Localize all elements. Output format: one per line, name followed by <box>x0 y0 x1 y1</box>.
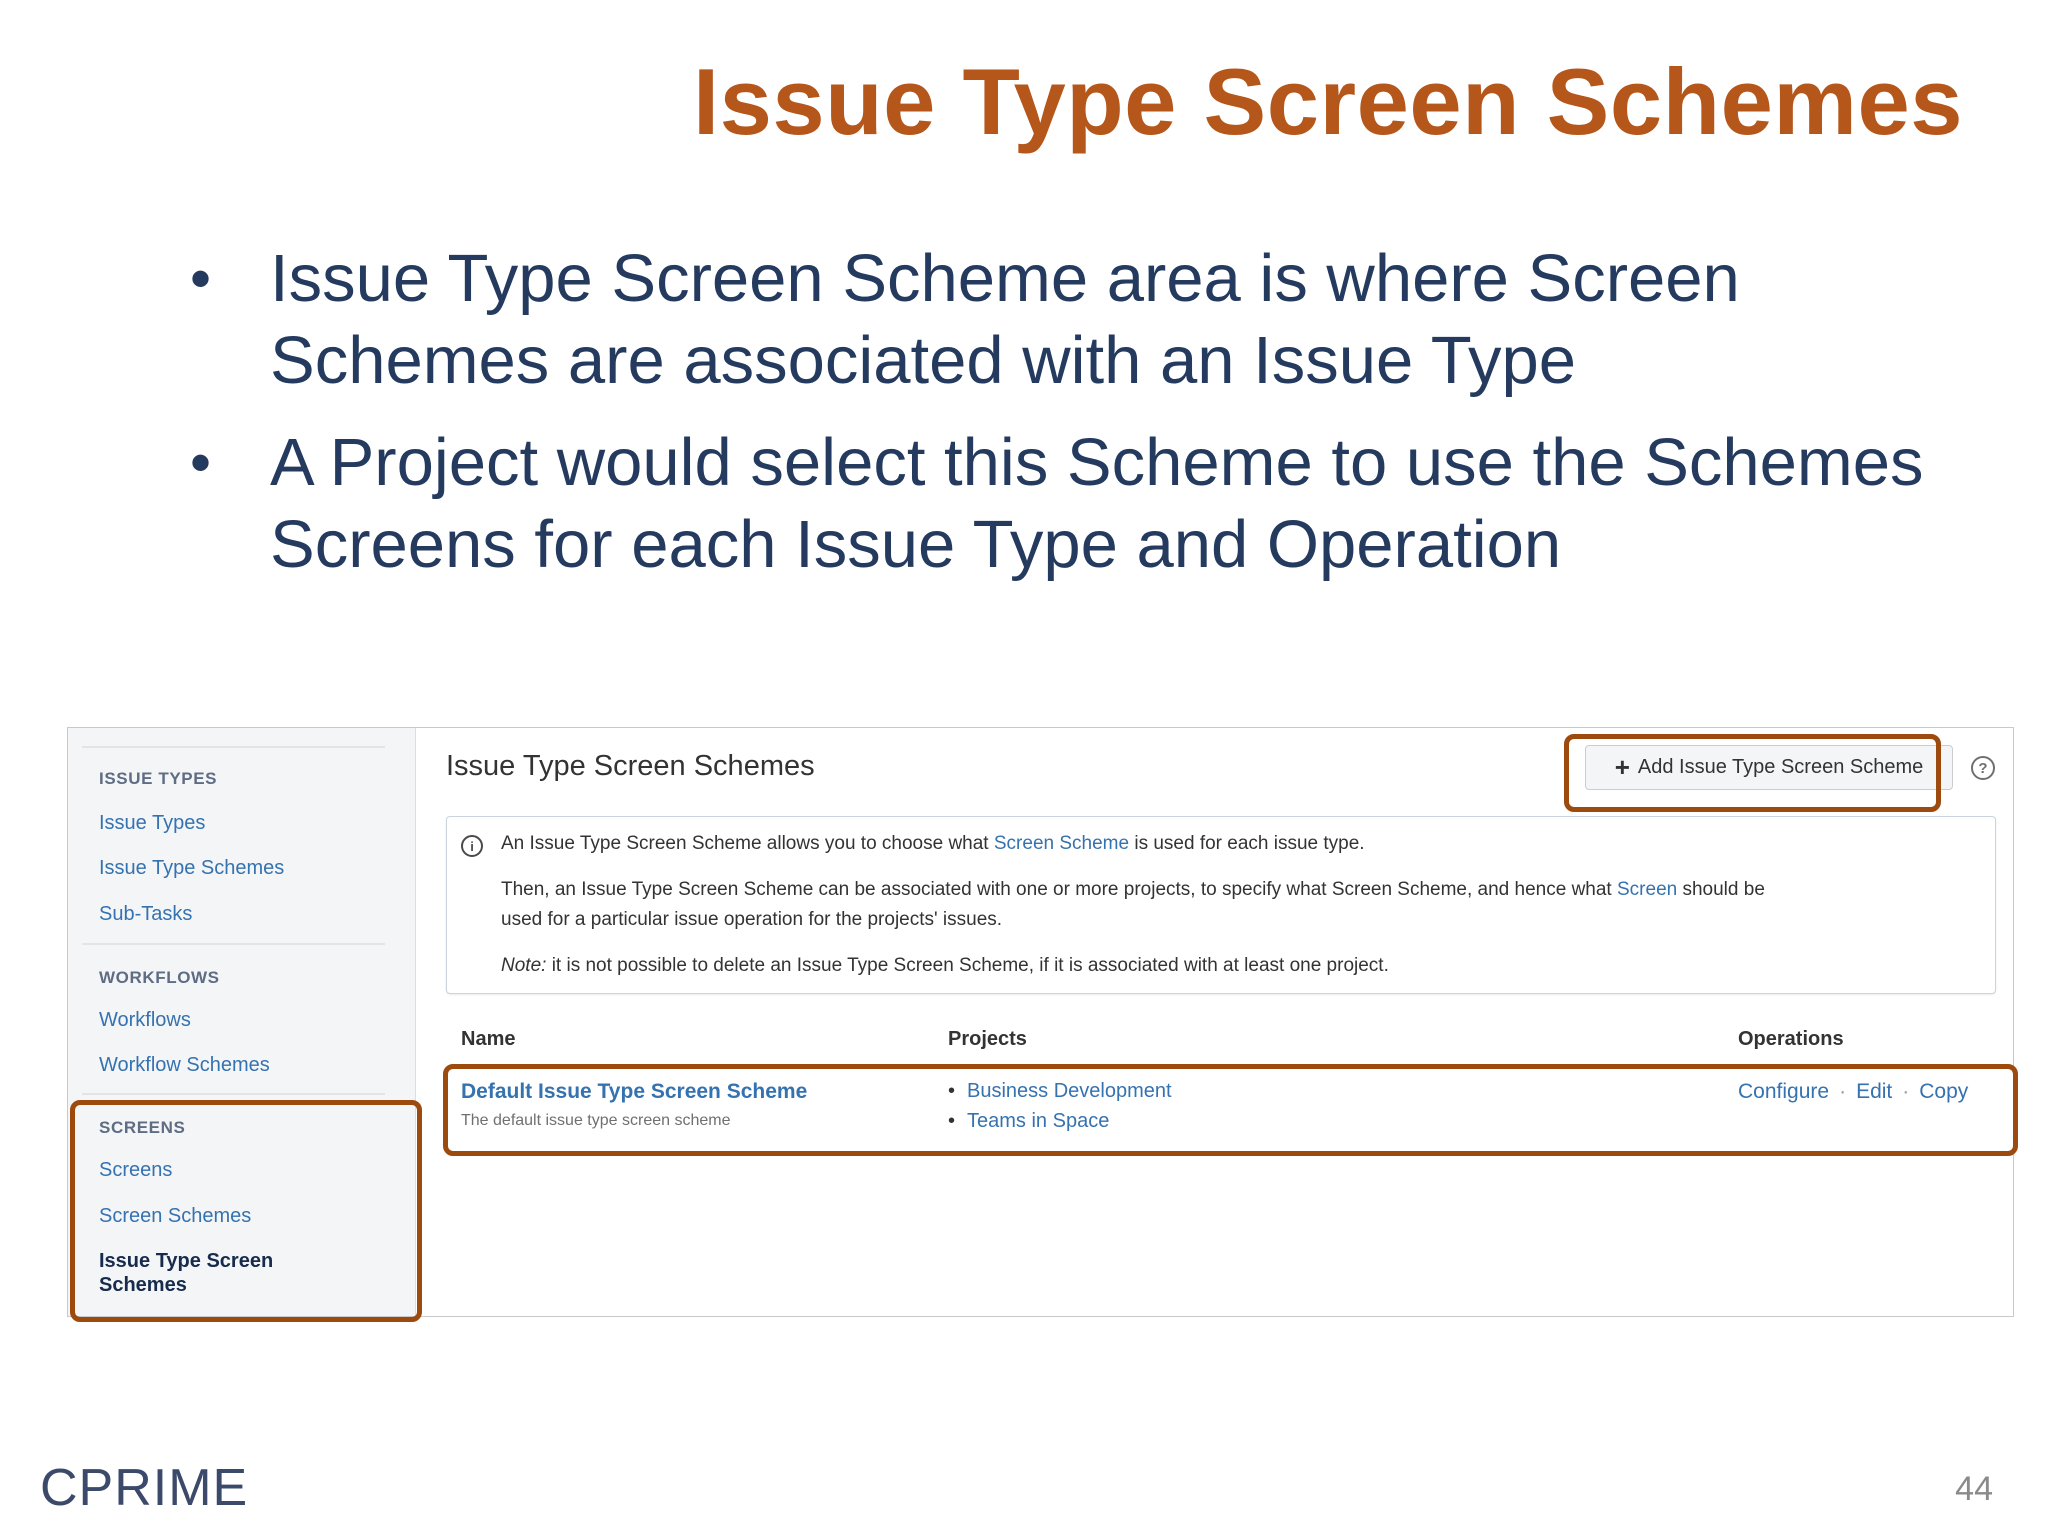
edit-link[interactable]: Edit <box>1856 1080 1893 1103</box>
sidebar-divider <box>82 746 385 748</box>
highlight-add-button <box>1564 734 1941 812</box>
bullet-icon: • <box>190 429 212 496</box>
plus-icon: + <box>1614 752 1630 782</box>
project-link[interactable]: • Teams in Space <box>948 1110 1110 1132</box>
bullet-item: • A Project would select this Scheme to use the Schemes Screens for each Issue Type and Operation <box>190 422 1950 586</box>
cprime-logo: CPRIME <box>40 1459 249 1517</box>
sidebar-item-screens[interactable]: Screens <box>99 1159 173 1181</box>
highlight-sidebar-screens <box>70 1100 422 1322</box>
sidebar-item-issue-type-schemes[interactable]: Issue Type Schemes <box>99 857 285 879</box>
sidebar-item-issue-type-screen-schemes[interactable]: Issue Type Screen Schemes <box>99 1250 274 1296</box>
column-header-name: Name <box>461 1028 516 1050</box>
sidebar-header-workflows: WORKFLOWS <box>99 968 220 987</box>
sidebar-header-screens: SCREENS <box>99 1118 186 1137</box>
sidebar-item-workflow-schemes[interactable]: Workflow Schemes <box>99 1054 270 1076</box>
slide-title: Issue Type Screen Schemes <box>693 49 1963 154</box>
bullet-icon: • <box>190 245 212 312</box>
sidebar-divider <box>82 943 385 945</box>
help-icon[interactable]: ? <box>1971 756 1995 780</box>
operations-cell: Configure · Edit · Copy <box>1738 1080 1969 1103</box>
bullet-item: • Issue Type Screen Scheme area is where Screen Schemes are associated with an Issue Type <box>190 238 1950 402</box>
column-header-projects: Projects <box>948 1028 1027 1050</box>
info-message: i An Issue Type Screen Scheme allows you to choose what Screen Scheme is used for each issue type. Then, an Issue Type Screen Scheme can be associated with one or more projects, to specify what Screen Scheme, and hence what Screen should be used for a particular issue operation for the projects' issues. Note: it is not possible to delete an Issue Type Screen Scheme, if it is associated with at least one project. <box>446 816 1996 994</box>
scheme-description: The default issue type screen scheme <box>461 1112 731 1129</box>
add-issue-type-screen-scheme-button[interactable]: + Add Issue Type Screen Scheme <box>1585 745 1953 790</box>
copy-link[interactable]: Copy <box>1919 1080 1969 1103</box>
sidebar-divider <box>82 1093 385 1095</box>
sidebar-item-screen-schemes[interactable]: Screen Schemes <box>99 1205 252 1227</box>
sidebar-item-workflows[interactable]: Workflows <box>99 1009 191 1031</box>
scheme-name-link[interactable]: Default Issue Type Screen Scheme <box>461 1080 808 1103</box>
page-number: 44 <box>1955 1470 1993 1508</box>
sidebar-header-issue-types: ISSUE TYPES <box>99 769 218 788</box>
bullet-list <box>190 238 1950 606</box>
highlight-scheme-row <box>443 1064 2018 1156</box>
column-header-operations: Operations <box>1738 1028 1844 1050</box>
page-title: Issue Type Screen Schemes <box>446 750 815 782</box>
sidebar-item-sub-tasks[interactable]: Sub-Tasks <box>99 903 193 925</box>
screen-link[interactable]: Screen <box>1617 879 1678 900</box>
screen-scheme-link[interactable]: Screen Scheme <box>993 833 1130 854</box>
sidebar-item-issue-types[interactable]: Issue Types <box>99 812 206 834</box>
configure-link[interactable]: Configure <box>1738 1080 1830 1103</box>
project-link[interactable]: • Business Development <box>948 1080 1172 1102</box>
info-icon: i <box>461 835 483 857</box>
